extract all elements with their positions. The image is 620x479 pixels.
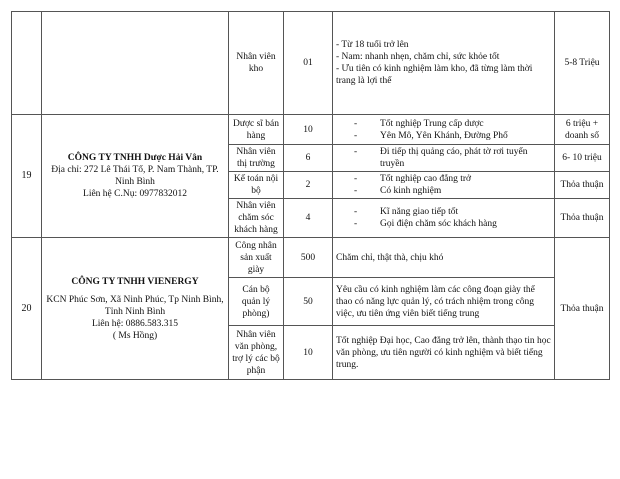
company-contact: Liên hệ: 0886.583.315	[91, 318, 178, 329]
requirement-item: - Đi tiếp thị quảng cáo, phát tờ rơi tuyển truyền	[354, 146, 551, 170]
company-address: Địa chỉ: 272 Lê Thái Tổ, P. Nam Thành, TP. Ninh Bình	[51, 165, 219, 187]
salary-cell: Thỏa thuận	[555, 199, 610, 238]
position-title: Cán bộ quản lý phòng)	[229, 278, 284, 326]
salary-cell: Thỏa thuận	[555, 172, 610, 199]
position-title: Công nhân sản xuất giày	[229, 238, 284, 278]
row-number	[12, 12, 42, 115]
company-name: CÔNG TY TNHH Dược Hải Vân	[67, 153, 203, 163]
requirement-item: - Tốt nghiệp Trung cấp dược	[354, 118, 551, 130]
position-title: Dược sĩ bán hàng	[229, 115, 284, 145]
requirements-cell	[333, 145, 555, 172]
company-cell	[42, 115, 229, 238]
position-quantity: 4	[284, 199, 333, 238]
requirements-cell	[333, 172, 555, 199]
row-number: 20	[12, 238, 42, 380]
company-contact-person: ( Ms Hồng)	[112, 330, 158, 341]
salary-cell: 5-8 Triệu	[555, 12, 610, 115]
company-contact: Liên hệ C.Nụ: 0977832012	[83, 189, 187, 199]
salary-cell: 6- 10 triệu	[555, 145, 610, 172]
requirements-cell	[333, 12, 555, 115]
requirement-line: - Ưu tiên có kinh nghiệm làm kho, đã từng làm thời trang là lợi thế	[336, 64, 533, 86]
requirement-item: - Tốt nghiệp cao đẳng trở	[354, 173, 551, 185]
requirements-cell	[333, 199, 555, 238]
position-quantity: 2	[284, 172, 333, 199]
requirements-cell: Yêu cầu có kinh nghiệm làm các công đoạn giày thể thao có năng lực quản lý, có trách nhiệm trong công việc, ưu tiên ứng viên biết tiếng trung	[333, 278, 555, 326]
requirements-cell	[333, 115, 555, 145]
position-quantity: 6	[284, 145, 333, 172]
requirement-item: - Kĩ năng giao tiếp tốt	[354, 206, 551, 218]
requirement-line: - Từ 18 tuổi trở lên	[336, 40, 409, 50]
position-title: Nhân viên thị trường	[229, 145, 284, 172]
position-quantity: 500	[284, 238, 333, 278]
salary-cell: 6 triệu + doanh số	[555, 115, 610, 145]
company-name: CÔNG TY TNHH VIENERGY	[71, 276, 199, 287]
position-title: Kế toán nội bộ	[229, 172, 284, 199]
requirements-cell: Tốt nghiệp Đại học, Cao đẳng trở lên, thành thạo tin học văn phòng, ưu tiên người có kinh nghiệm và biết tiếng trung.	[333, 326, 555, 380]
table-row	[12, 115, 610, 145]
table-row	[12, 238, 610, 278]
requirement-item: - Yên Mô, Yên Khánh, Đường Phố	[354, 130, 551, 142]
position-quantity: 10	[284, 326, 333, 380]
company-cell	[42, 12, 229, 115]
requirement-item: - Gọi điện chăm sóc khách hàng	[354, 218, 551, 230]
position-quantity: 01	[284, 12, 333, 115]
position-title: Nhân viên kho	[229, 12, 284, 115]
requirement-line: - Nam: nhanh nhẹn, chăm chỉ, sức khỏe tốt	[336, 52, 500, 62]
position-quantity: 50	[284, 278, 333, 326]
company-cell	[42, 238, 229, 380]
table-row	[12, 12, 610, 115]
salary-cell: Thỏa thuận	[555, 238, 610, 380]
position-title: Nhân viên chăm sóc khách hàng	[229, 199, 284, 238]
requirement-item: - Có kinh nghiệm	[354, 185, 551, 197]
row-number: 19	[12, 115, 42, 238]
job-listing-table	[11, 11, 610, 380]
company-address: KCN Phúc Sơn, Xã Ninh Phúc, Tp Ninh Bình, Tỉnh Ninh Bình	[46, 294, 224, 317]
position-title: Nhân viên văn phòng, trợ lý các bộ phận	[229, 326, 284, 380]
requirements-cell: Chăm chỉ, thật thà, chịu khó	[333, 238, 555, 278]
position-quantity: 10	[284, 115, 333, 145]
